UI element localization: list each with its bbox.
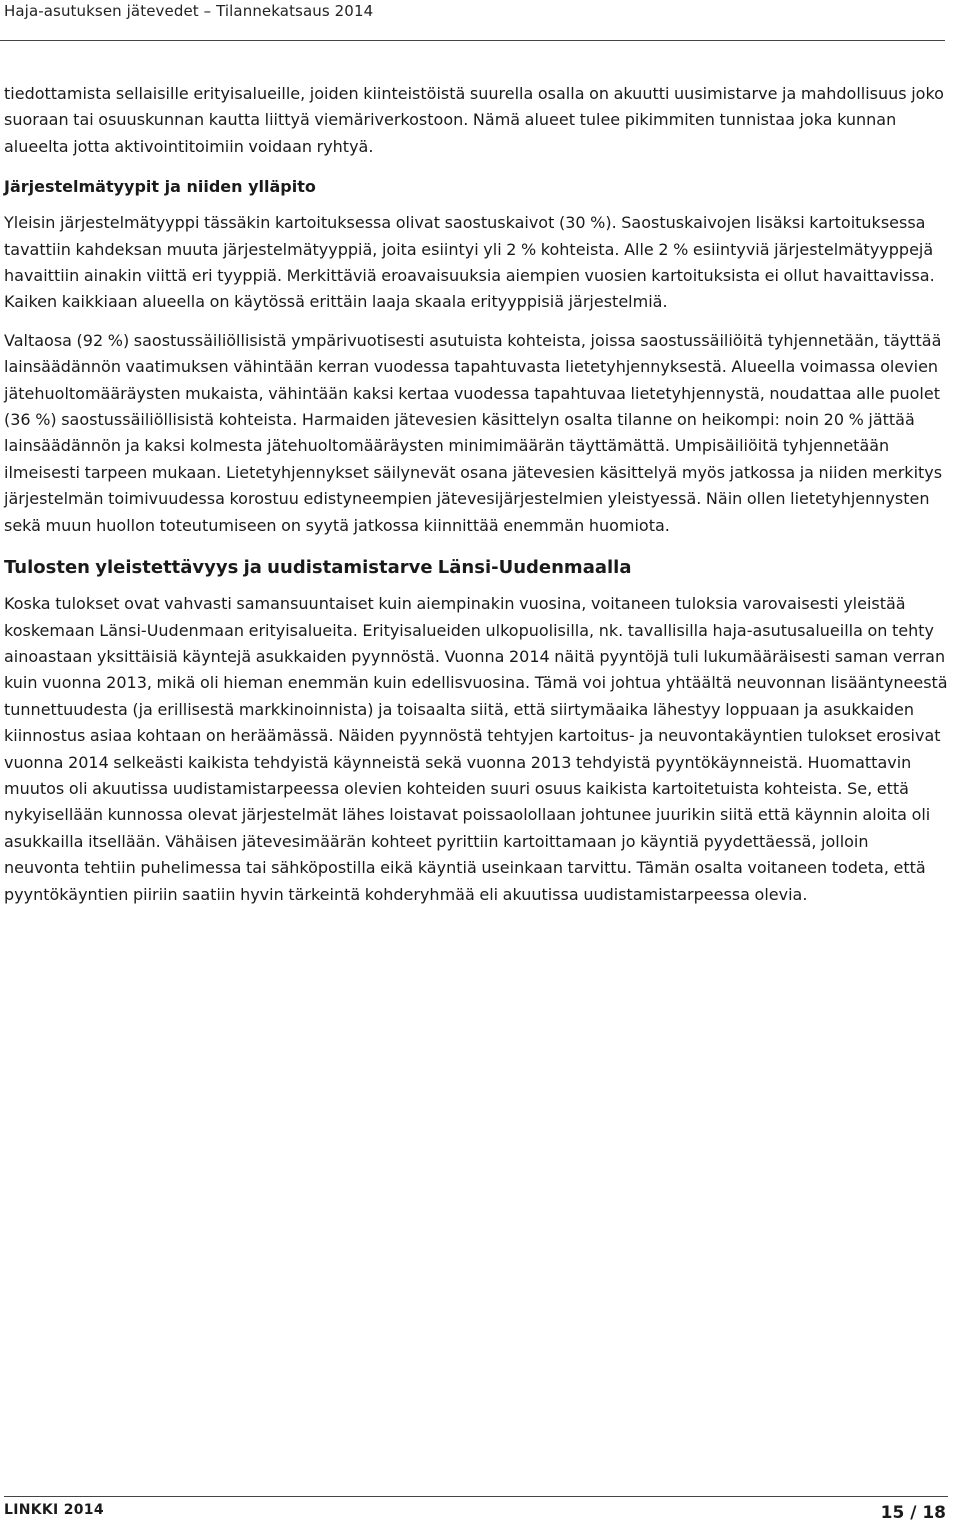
document-body: [4, 81, 948, 908]
section-heading-generalizability: Tulosten yleistettävyys ja uudistamistarve Länsi-Uudenmaalla: [4, 557, 632, 579]
header-divider: [0, 40, 945, 41]
paragraph-generalizability: Koska tulokset ovat vahvasti samansuuntaiset kuin aiempinakin vuosina, voitaneen tuloksia varovaisesti yleistää koskemaan Länsi-Uudenmaan erityisalueita. Erityisalueiden ulkopuolisilla, nk. tavallisilla haja-asutusalueilla on tehty ainoastaan yksittäisiä käyntejä asukkaiden pyynnöstä. Vuonna 2014 näitä pyyntöjä tuli lukumääräisesti saman verran kuin vuonna 2013, mikä oli hieman enemmän kuin edellisvuosina. Tämä voi johtua yhtäältä neuvonnan lisääntyneestä tunnettuudesta (ja erillisestä markkinoinnista) ja toisaalta siitä, että siirtymäaika lähestyy loppuaan ja asukkaiden kiinnostus asiaa kohtaan on heräämässä. Näiden pyynnöstä tehtyjen kartoitus- ja neuvontakäyntien tulokset erosivat vuonna 2014 selkeästi kaikista tehdyistä käynneistä sekä vuonna 2013 tehdyistä pyyntökäynneistä. Huomattavin muutos oli akuutissa uudistamistarpeessa olevien kohteiden suuri osuus kaikista kartoitetuista kohteista. Se, että nykyisellään kunnossa olevat järjestelmät lähes loistavat poissaolollaan johtunee juurikin siitä että käynnin aloita oli asukkailla itsellään. Vähäisen jätevesimäärän kohteet pyrittiin kartoittamaan jo käyntiä pyydettäessä, jolloin neuvonta tehtiin puhelimessa tai sähköpostilla eikä käyntiä useinkaan tarvittu. Tämän osalta voitaneen todeta, että pyyntökäyntien piiriin saatiin hyvin tärkeintä kohderyhmää eli akuutissa uudistamistarpeessa olevia.: [4, 594, 948, 904]
footer-divider: [4, 1496, 948, 1497]
running-header-title: Haja-asutuksen jätevedet – Tilannekatsaus 2014: [4, 2, 374, 20]
footer-publisher: LINKKI 2014: [4, 1502, 104, 1518]
paragraph-sludge-emptying: Valtaosa (92 %) saostussäiliöllisistä ympärivuotisesti asutuista kohteista, joissa saostussäiliöitä tyhjennetään, täyttää lainsäädännön vaatimuksen vähintään kerran vuodessa tapahtuvasta lietetyhjennyksestä. Alueella voimassa olevien jätehuoltomääräysten mukaista, vähintään kaksi kertaa vuodessa tapahtuvaa lietetyhjennystä, noudattaa alle puolet (36 %) saostussäiliöllisistä kohteista. Harmaiden jätevesien käsittelyn osalta tilanne on heikompi: noin 20 % jättää lainsäädännön ja kaksi kolmesta jätehuoltomääräysten minimimäärän täyttämättä. Umpisäiliöitä tyhjennetään ilmeisesti tarpeen mukaan. Lietetyhjennykset säilynevät osana jätevesien käsittelyä myös jatkossa ja niiden merkitys järjestelmän toimivuudessa korostuu edistyneempien jätevesijärjestelmien yleistyessä. Näin ollen lietetyhjennysten sekä muun huollon toteutumiseen on syytä jatkossa kiinnittää enemmän huomiota.: [4, 330, 943, 535]
paragraph-system-types: Yleisin järjestelmätyyppi tässäkin kartoituksessa olivat saostuskaivot (30 %). Saostuskaivojen lisäksi kartoituksessa tavattiin kahdeksan muuta järjestelmätyyppiä, joita esiintyi yli 2 % kohteista. Alle 2 % esiintyviä järjestelmätyyppejä havaittiin ainakin viittä eri tyyppiä. Merkittäviä eroavaisuuksia aiempien vuosien kartoituksista ei ollut havaittavissa. Kaiken kaikkiaan alueella on käytössä erittäin laaja skaala erityyppisiä järjestelmiä.: [4, 213, 935, 312]
subheading-system-types: Järjestelmätyypit ja niiden ylläpito: [4, 177, 316, 197]
intro-paragraph: tiedottamista sellaisille erityisalueille, joiden kiinteistöistä suurella osalla on akuutti uusimistarve ja mahdollisuus joko suoraan tai osuuskunnan kautta liittyä viemäriverkostoon. Nämä alueet tulee pikimmiten tunnistaa joka kunnan alueelta jotta aktivointitoimiin voidaan ryhtyä.: [4, 84, 944, 156]
page-number: 15 / 18: [880, 1503, 946, 1523]
